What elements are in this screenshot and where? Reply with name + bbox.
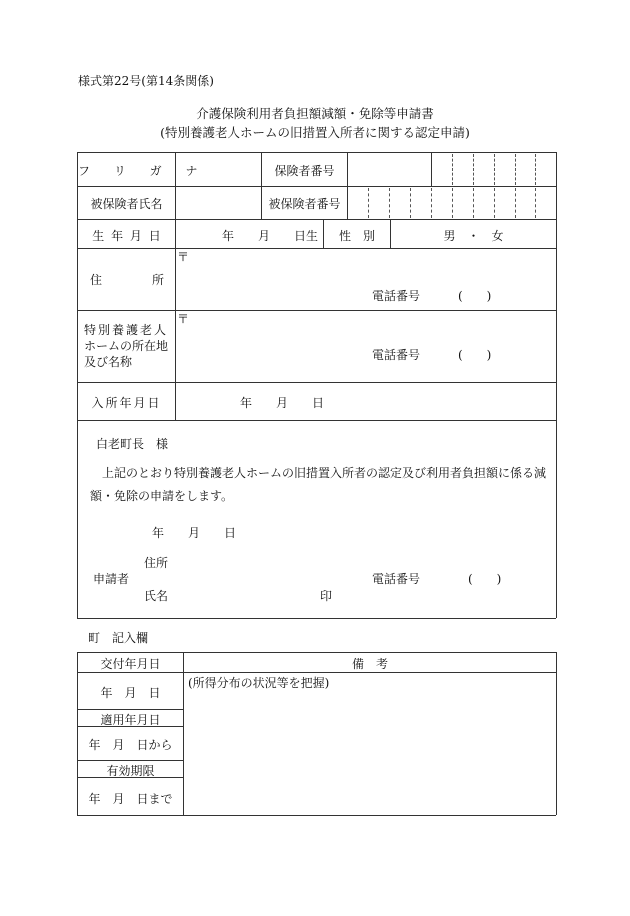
address-label-second: 所 xyxy=(152,273,165,287)
applicant-address-label: 住所 xyxy=(144,556,169,570)
validity-value[interactable]: 年 月 日まで xyxy=(88,792,173,806)
phone-parens: ( ) xyxy=(458,289,492,303)
applicant-name-label: 氏名 xyxy=(144,589,169,603)
insurer-number-field[interactable] xyxy=(348,153,556,186)
page-subtitle: (特別養護老人ホームの旧措置入所者に関する認定申請) xyxy=(160,125,470,140)
apply-date-label: 適用年月日 xyxy=(100,713,161,727)
birth-date-label: 生 年 月 日 xyxy=(92,229,161,243)
insured-name-field[interactable] xyxy=(176,187,260,219)
furigana-label: フ リ ガ ナ xyxy=(78,164,208,178)
insured-number-label: 被保険者番号 xyxy=(268,197,341,211)
insured-number-field[interactable] xyxy=(348,187,556,219)
issue-date-label: 交付年月日 xyxy=(100,657,161,671)
form-number: 様式第22号(第14条関係) xyxy=(78,74,214,88)
application-body-line2: 額・免除の申請をします。 xyxy=(90,489,234,503)
sex-options[interactable]: 男 ・ 女 xyxy=(443,229,504,243)
phone-label: 電話番号 xyxy=(372,289,421,303)
facility-label-line1: 特別養護老人 xyxy=(84,323,169,337)
remarks-note: (所得分布の状況等を把握) xyxy=(188,676,330,690)
address-label-first: 住 xyxy=(90,273,103,287)
remarks-field[interactable] xyxy=(185,674,554,814)
insured-name-label: 被保険者氏名 xyxy=(90,197,163,211)
phone-label: 電話番号 xyxy=(372,348,421,362)
applicant-label: 申請者 xyxy=(93,572,130,586)
application-date[interactable]: 年 月 日 xyxy=(152,526,237,540)
addressee: 白老町長 様 xyxy=(96,437,169,451)
application-body-line1: 上記のとおり特別養護老人ホームの旧措置入所者の認定及び利用者負担額に係る減 xyxy=(102,466,547,480)
facility-label-line2: ホームの所在地 xyxy=(84,339,169,353)
phone-parens: ( ) xyxy=(458,348,492,362)
applicant-phone-parens: ( ) xyxy=(468,572,502,586)
seal-mark: 印 xyxy=(320,589,333,603)
postal-mark: 〒 xyxy=(177,250,190,264)
issue-date-value[interactable]: 年 月 日 xyxy=(100,686,161,700)
admission-date-value[interactable]: 年 月 日 xyxy=(240,396,325,410)
apply-date-value[interactable]: 年 月 日から xyxy=(88,738,173,752)
address-field[interactable] xyxy=(178,249,554,309)
postal-mark: 〒 xyxy=(177,312,190,326)
insurer-number-label: 保険者番号 xyxy=(274,164,335,178)
page-title: 介護保険利用者負担額減額・免除等申請書 xyxy=(196,106,434,121)
remarks-label: 備 考 xyxy=(351,657,388,671)
admission-date-label: 入所年月日 xyxy=(91,396,162,410)
applicant-phone-label: 電話番号 xyxy=(372,572,421,586)
facility-field[interactable] xyxy=(178,311,554,381)
town-section-heading: 町 記入欄 xyxy=(88,631,149,645)
furigana-field[interactable] xyxy=(176,153,260,186)
facility-label-line3: 及び名称 xyxy=(84,355,133,369)
birth-date-value[interactable]: 年 月 日生 xyxy=(222,229,319,243)
validity-label: 有効期限 xyxy=(106,764,155,778)
sex-label: 性 別 xyxy=(338,229,375,243)
